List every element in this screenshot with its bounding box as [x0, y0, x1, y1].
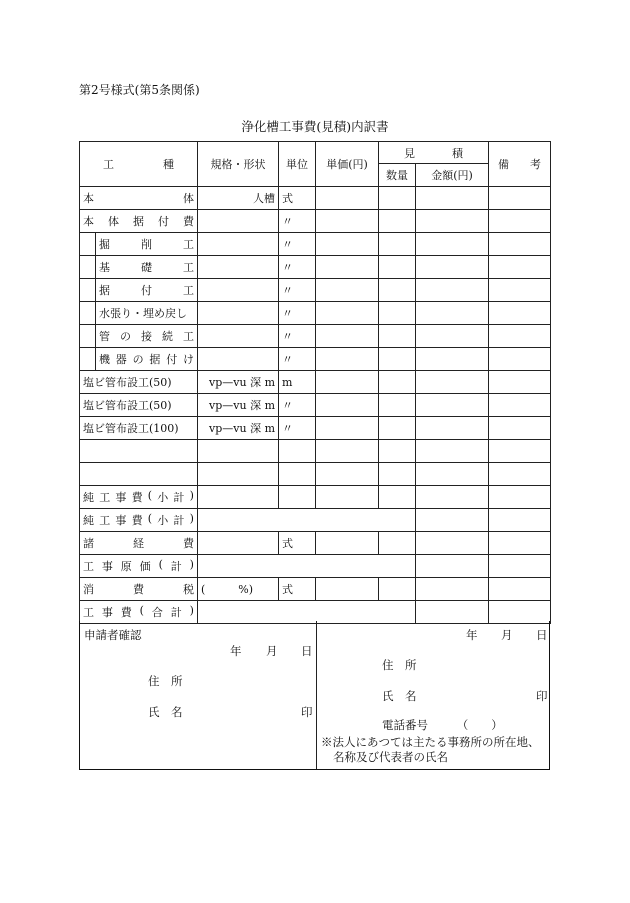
item-label-char: )	[189, 558, 194, 571]
remarks-cell	[489, 440, 551, 463]
quantity-cell	[379, 371, 416, 394]
header-amount: 金額(円)	[416, 164, 489, 187]
unit-price-cell	[316, 348, 379, 371]
quantity-cell	[379, 348, 416, 371]
item-label-char: の	[120, 330, 131, 343]
unit-cell	[279, 440, 316, 463]
item-label-char: (	[147, 512, 153, 525]
summary-row	[80, 532, 551, 555]
item-label-char: 接	[141, 330, 152, 343]
table-row	[80, 256, 551, 279]
quantity-cell	[379, 302, 416, 325]
item-label-char: 工	[99, 491, 111, 504]
header-remarks-char: 考	[530, 158, 541, 171]
item-label-char: 水張り・埋め戻し	[99, 307, 187, 320]
date-day: 日	[536, 628, 548, 642]
item-label-char: 据	[133, 215, 144, 228]
item-label-char: 費	[131, 491, 143, 504]
date-day: 日	[301, 644, 313, 658]
quantity-cell	[379, 394, 416, 417]
unit-price-cell	[316, 578, 379, 601]
item-cell	[80, 486, 198, 509]
unit-cell: 〃	[279, 210, 316, 233]
unit-price-cell	[316, 417, 379, 440]
spec-cell	[198, 486, 279, 509]
date-month: 月	[266, 644, 278, 658]
item-label-char: 計	[173, 514, 185, 527]
item-label-char: 計	[173, 491, 185, 504]
header-estimate	[379, 142, 489, 164]
item-label-char: 小	[157, 491, 169, 504]
indent-column	[80, 233, 96, 255]
unit-cell: 〃	[279, 325, 316, 348]
item-label-char: 純	[83, 514, 94, 527]
item-label-char: 工	[183, 261, 194, 274]
seal-mark: 印	[536, 689, 548, 703]
unit-cell	[279, 463, 316, 486]
item-cell	[80, 187, 198, 210]
item-label-char: 費	[183, 215, 194, 228]
item-label-char: 続	[162, 330, 173, 343]
item-label-char: 事	[115, 514, 127, 527]
item-label-char: 塩ビ管布設工(100)	[83, 422, 179, 435]
item-cell	[80, 256, 198, 279]
remarks-cell	[489, 348, 551, 371]
item-label-char: 工	[183, 330, 194, 343]
item-cell	[80, 555, 198, 578]
spec-cell: vp—vu 深 m	[198, 371, 279, 394]
spec-cell: ( %)	[198, 578, 279, 601]
header-unit-price: 単価(円)	[316, 142, 379, 187]
amount-cell	[416, 279, 489, 302]
amount-cell	[416, 578, 489, 601]
table-row	[80, 279, 551, 302]
amount-cell	[416, 233, 489, 256]
table-row	[80, 348, 551, 371]
unit-cell: 〃	[279, 279, 316, 302]
corporate-note-cont: 名称及び代表者の氏名	[333, 750, 448, 764]
amount-cell	[416, 325, 489, 348]
unit-price-cell	[316, 394, 379, 417]
unit-price-cell	[316, 325, 379, 348]
table-row	[80, 440, 551, 463]
header-unit: 単位	[279, 142, 316, 187]
form-number: 第2号様式(第5条関係)	[79, 83, 200, 97]
unit-price-cell	[316, 279, 379, 302]
item-label-char: 掘	[99, 238, 110, 251]
unit-price-cell	[316, 486, 379, 509]
item-label-char: 機	[99, 353, 110, 366]
item-label-char: 工	[83, 560, 94, 573]
remarks-cell	[489, 187, 551, 210]
unit-price-cell	[316, 371, 379, 394]
amount-cell	[416, 394, 489, 417]
remarks-cell	[489, 210, 551, 233]
unit-price-cell	[316, 302, 379, 325]
quantity-cell	[379, 187, 416, 210]
header-estimate-char: 見	[404, 146, 415, 160]
item-label-char: 小	[157, 514, 169, 527]
item-label-char: 塩ビ管布設工(50)	[83, 399, 172, 412]
indent-column	[80, 348, 96, 370]
item-label-char: 費	[183, 537, 194, 550]
indent-column	[80, 302, 96, 324]
header-spec: 規格・形状	[198, 142, 279, 187]
address-label: 住 所	[148, 674, 183, 688]
quantity-cell	[379, 279, 416, 302]
name-label: 氏 名	[382, 689, 417, 703]
item-label-char: 工	[183, 284, 194, 297]
indent-column	[80, 325, 96, 347]
item-cell	[80, 463, 198, 486]
quantity-cell	[379, 417, 416, 440]
item-cell	[80, 440, 198, 463]
spec-cell	[198, 532, 279, 555]
item-label-char: 税	[183, 583, 194, 596]
spec-cell: vp—vu 深 m	[198, 394, 279, 417]
table-row	[80, 417, 551, 440]
item-label-char: 工	[99, 514, 111, 527]
item-cell	[80, 578, 198, 601]
item-cell	[80, 532, 198, 555]
item-label-char: 合	[151, 606, 163, 619]
header-remarks	[489, 142, 551, 187]
item-label-char: 計	[170, 560, 182, 573]
item-label-char: 付	[166, 353, 178, 366]
amount-cell	[416, 440, 489, 463]
phone-label: 電話番号 （ ）	[382, 718, 503, 732]
amount-cell	[416, 417, 489, 440]
unit-cell: 〃	[279, 302, 316, 325]
item-label-char: 経	[133, 537, 144, 550]
item-label-char: 本	[83, 215, 94, 228]
seal-mark: 印	[301, 705, 313, 719]
unit-price-cell	[316, 256, 379, 279]
remarks-cell	[489, 555, 551, 578]
spec-cell	[198, 440, 279, 463]
header-item-char: 種	[163, 158, 174, 171]
remarks-cell	[489, 532, 551, 555]
unit-cell: m	[279, 371, 316, 394]
item-label-char: 礎	[141, 261, 152, 274]
item-cell	[80, 302, 198, 325]
item-label-char: 据	[99, 284, 110, 297]
remarks-cell	[489, 302, 551, 325]
item-label-char: 費	[131, 514, 143, 527]
item-label-char: 諸	[83, 537, 94, 550]
unit-cell	[279, 486, 316, 509]
document-title: 浄化槽工事費(見積)内訳書	[241, 119, 389, 134]
spec-cell	[198, 279, 279, 302]
date-year: 年	[466, 628, 478, 642]
remarks-cell	[489, 394, 551, 417]
item-label-char: )	[189, 489, 194, 502]
item-label-char: 工	[183, 238, 194, 251]
item-cell	[80, 509, 198, 532]
table-row	[80, 233, 551, 256]
summary-row	[80, 555, 551, 578]
remarks-cell	[489, 371, 551, 394]
item-label-char: (	[139, 604, 144, 617]
merged-cell	[198, 509, 416, 532]
date-year: 年	[230, 644, 242, 658]
remarks-cell	[489, 256, 551, 279]
quantity-cell	[379, 256, 416, 279]
item-cell	[80, 279, 198, 302]
unit-cell: 式	[279, 532, 316, 555]
header-item	[80, 142, 198, 187]
confirmation-label: 申請者確認	[84, 628, 142, 642]
merged-cell	[198, 555, 416, 578]
quantity-cell	[379, 532, 416, 555]
remarks-cell	[489, 486, 551, 509]
summary-row	[80, 578, 551, 601]
spec-cell	[198, 256, 279, 279]
amount-cell	[416, 371, 489, 394]
summary-row	[80, 509, 551, 532]
unit-cell: 式	[279, 578, 316, 601]
spec-cell	[198, 233, 279, 256]
indent-column	[80, 256, 96, 278]
item-label-char: (	[147, 489, 153, 502]
remarks-cell	[489, 463, 551, 486]
item-label-char: け	[182, 353, 194, 366]
amount-cell	[416, 509, 489, 532]
item-label-char: 工	[83, 606, 94, 619]
item-label-char: (	[158, 558, 163, 571]
item-label-char: 付	[141, 284, 152, 297]
table-row	[80, 187, 551, 210]
header-remarks-char: 備	[498, 158, 509, 171]
spec-cell: vp—vu 深 m	[198, 417, 279, 440]
item-label-char: )	[189, 604, 194, 617]
remarks-cell	[489, 325, 551, 348]
unit-cell: 〃	[279, 394, 316, 417]
quantity-cell	[379, 578, 416, 601]
item-cell	[80, 210, 198, 233]
summary-row	[80, 486, 551, 509]
indent-column	[80, 279, 96, 301]
item-label-char: 計	[170, 606, 182, 619]
unit-price-cell	[316, 532, 379, 555]
item-label-char: 消	[83, 583, 94, 596]
item-label-char: )	[189, 512, 194, 525]
spec-cell	[198, 210, 279, 233]
quantity-cell	[379, 463, 416, 486]
item-label-char: 管	[99, 330, 110, 343]
amount-cell	[416, 348, 489, 371]
address-label: 住 所	[382, 658, 417, 672]
item-label-char: 削	[141, 238, 152, 251]
unit-cell: 〃	[279, 256, 316, 279]
quantity-cell	[379, 486, 416, 509]
item-label-char: 純	[83, 491, 94, 504]
quantity-cell	[379, 233, 416, 256]
amount-cell	[416, 486, 489, 509]
remarks-cell	[489, 578, 551, 601]
table-row	[80, 394, 551, 417]
confirmation-right	[316, 621, 549, 769]
amount-cell	[416, 555, 489, 578]
amount-cell	[416, 187, 489, 210]
table-row	[80, 371, 551, 394]
amount-cell	[416, 302, 489, 325]
confirmation-left	[80, 621, 317, 769]
name-label: 氏 名	[148, 705, 183, 719]
amount-cell	[416, 463, 489, 486]
header-estimate-char: 積	[452, 146, 463, 160]
item-cell	[80, 394, 198, 417]
item-cell	[80, 417, 198, 440]
item-label-char: 塩ビ管布設工(50)	[83, 376, 172, 389]
quantity-cell	[379, 210, 416, 233]
unit-price-cell	[316, 463, 379, 486]
quantity-cell	[379, 440, 416, 463]
corporate-note: ※法人にあつては主たる事務所の所在地、	[321, 735, 540, 749]
table-row	[80, 463, 551, 486]
item-label-char: 原	[120, 560, 132, 573]
remarks-cell	[489, 233, 551, 256]
date-month: 月	[501, 628, 513, 642]
item-label-char: 本	[83, 192, 94, 205]
amount-cell	[416, 532, 489, 555]
item-cell	[80, 348, 198, 371]
table-row	[80, 210, 551, 233]
item-label-char: 体	[183, 192, 194, 205]
amount-cell	[416, 256, 489, 279]
unit-cell: 〃	[279, 348, 316, 371]
unit-cell: 式	[279, 187, 316, 210]
unit-price-cell	[316, 210, 379, 233]
header-quantity: 数量	[379, 164, 416, 187]
quantity-cell	[379, 325, 416, 348]
item-cell	[80, 371, 198, 394]
unit-price-cell	[316, 187, 379, 210]
spec-cell	[198, 348, 279, 371]
spec-cell	[198, 302, 279, 325]
applicant-confirmation	[79, 621, 550, 770]
unit-price-cell	[316, 233, 379, 256]
item-label-char: 付	[158, 215, 169, 228]
table-row	[80, 302, 551, 325]
unit-cell: 〃	[279, 417, 316, 440]
item-label-char: 体	[108, 215, 119, 228]
remarks-cell	[489, 509, 551, 532]
item-label-char: 器	[115, 353, 127, 366]
spec-cell: 人槽	[198, 187, 279, 210]
unit-price-cell	[316, 440, 379, 463]
header-row	[80, 142, 551, 164]
spec-cell	[198, 325, 279, 348]
item-label-char: の	[132, 353, 144, 366]
item-cell	[80, 233, 198, 256]
item-label-char: 事	[115, 491, 127, 504]
item-cell	[80, 325, 198, 348]
remarks-cell	[489, 279, 551, 302]
item-label-char: 価	[139, 560, 151, 573]
spec-cell	[198, 463, 279, 486]
header-item-char: 工	[103, 158, 114, 171]
item-label-char: 事	[101, 606, 113, 619]
amount-cell	[416, 210, 489, 233]
unit-cell: 〃	[279, 233, 316, 256]
item-label-char: 基	[99, 261, 110, 274]
table-row	[80, 325, 551, 348]
item-label-char: 費	[120, 606, 132, 619]
remarks-cell	[489, 417, 551, 440]
estimate-table	[79, 141, 551, 624]
item-label-char: 事	[101, 560, 113, 573]
item-label-char: 据	[149, 353, 161, 366]
item-label-char: 費	[133, 583, 144, 596]
